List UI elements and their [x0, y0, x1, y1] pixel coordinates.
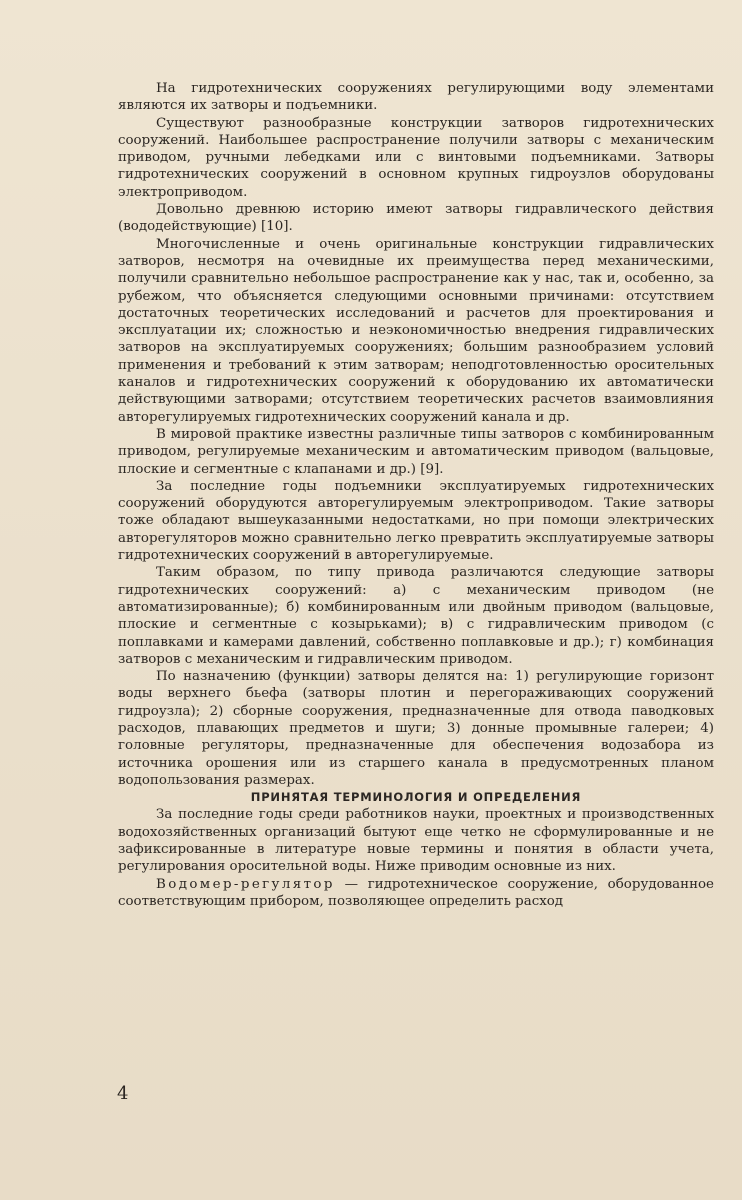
paragraph: По назначению (функции) затворы делятся на: 1) регулирующие горизонт воды верхнего бьефа (затворы плотин и перегораживающих сооружений гидроузла); 2) сборные сооружения, предназначенные для отвода паводковых расходов, плавающих предметов и шуги; 3) донные промывные галереи; 4) головные регуляторы, предназначенные для обеспечения водозабора из источника орошения или из старшего канала в предусмотренных планом водопользования размерах. [118, 669, 714, 788]
page-number: 4 [117, 1083, 129, 1104]
definition-term: Водомер-регулятор [156, 876, 335, 892]
paragraph: На гидротехнических сооружениях регулирующими воду элементами являются их затворы и подъемники. [118, 81, 714, 114]
paragraph: За последние годы подъемники эксплуатируемых гидротехнических сооружений оборудуются авторегулируемым электроприводом. Такие затворы тоже обладают вышеуказанными недостатками, но при помощи электрических авторегуляторов можно сравнительно легко превратить эксплуатируемые затворы гидротехнических сооружений в авторегулируемые. [118, 478, 714, 564]
paragraph: Существуют разнообразные конструкции затворов гидротехнических сооружений. Наибольшее распространение получили затворы с механическим приводом, ручными лебедками или с винтовыми подъемниками. Затворы гидротехнических сооружений в основном крупных гидроузлов оборудованы электроприводом. [118, 115, 714, 200]
paragraph: Довольно древнюю историю имеют затворы гидравлического действия (вододействующие) [10]. [118, 202, 714, 235]
paragraph: В мировой практике известны различные типы затворов с комбинированным приводом, регулируемые механическим и автоматическим приводом (вальцовые, плоские и сегментные с клапанами и др.) [9]. [118, 426, 714, 477]
paragraph: Таким образом, по типу привода различаются следующие затворы гидротехнических сооружений: а) с механическим приводом (не автоматизированные); б) комбинированным или двойным приводом (вальцовые, плоские и сегментные с козырьками); в) с гидравлическим приводом (с поплавками и камерами давлений, собственно поплавковые и др.); г) комбинация затворов с механическим и гидравлическим приводом. [118, 565, 714, 667]
definition-paragraph [118, 876, 714, 911]
definition-text: — гидротехническое сооружение, оборудованное соответствующим прибором, позволяющее определить расход [118, 876, 714, 909]
paragraph: Многочисленные и очень оригинальные конструкции гидравлических затворов, несмотря на очевидные их преимущества перед механическими, получили сравнительно небольшое распространение как у нас, так и, особенно, за рубежом, что объясняется следующими основными причинами: отсутствием достаточных теоретических исследований и расчетов для проектирования и эксплуатации их; сложностью и неэкономичностью внедрения гидравлических затворов на эксплуатируемых сооружениях; большим разнообразием условий применения и требований к этим затворам; неподготовленностью оросительных каналов и гидротехнических сооружений к оборудованию их автоматически действующими затворами; отсутствием теоретических расчетов взаимовлияния авторегулируемых гидротехнических сооружений канала и др. [118, 236, 714, 425]
body-text [118, 80, 714, 910]
section-heading: ПРИНЯТАЯ ТЕРМИНОЛОГИЯ И ОПРЕДЕЛЕНИЯ [250, 790, 582, 805]
paragraph: За последние годы среди работников науки, проектных и производственных водохозяйственных организаций бытуют еще четко не сформулированные и не зафиксированные в литературе новые термины и понятия в области учета, регулирования оросительной воды. Ниже приводим основные из них. [118, 807, 714, 875]
